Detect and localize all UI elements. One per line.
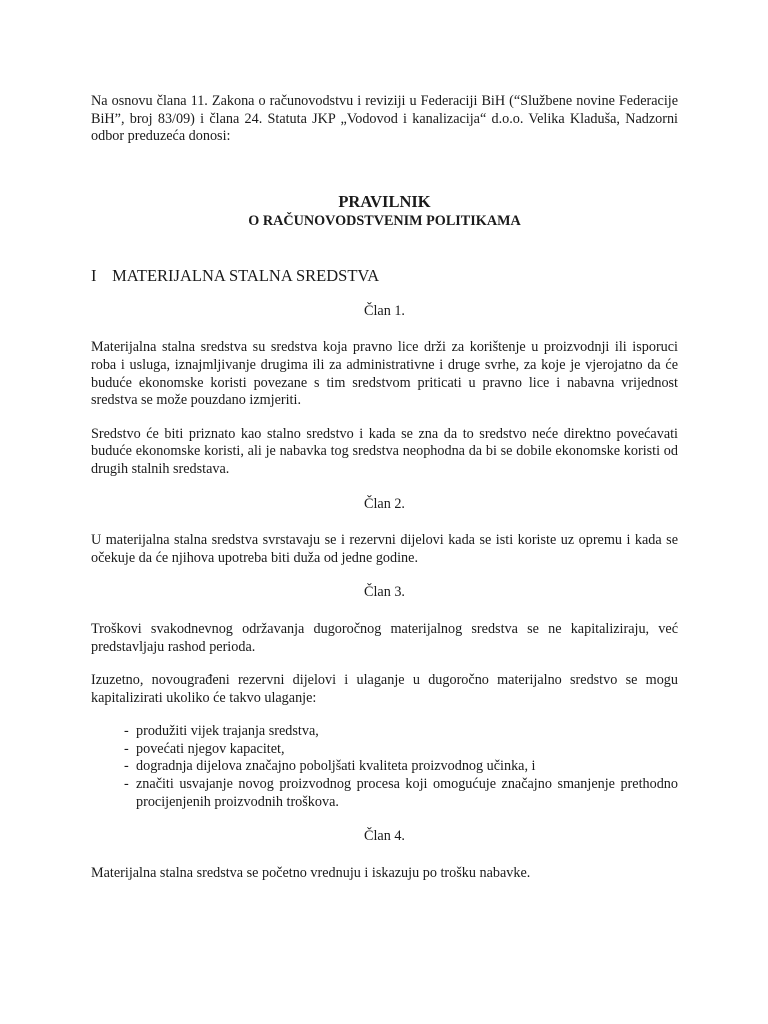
list-item: - povećati njegov kapacitet, [124, 741, 678, 759]
section-number: I [91, 265, 97, 285]
document-title: PRAVILNIK [338, 191, 431, 211]
clan-1-paragraph-2: Sredstvo će biti priznato kao stalno sredstvo i kada se zna da to sredstvo neće direktno povećavati buduće ekonomske koristi, ali je nabavka tog sredstva neophodna da bi se dobile ekonomske koristi od drugih stalnih sredstava. [91, 425, 678, 477]
intro-paragraph: Na osnovu člana 11. Zakona o računovodstvu i reviziji u Federaciji BiH (“Službene novine Federacije BiH”, broj 83/09) i člana 24. Statuta JKP „Vodovod i kanalizacija“ d.o.o. Velika Kladuša, Nadzorni odbor preduzeća donosi: [91, 93, 678, 145]
clan-3-paragraph-1: Troškovi svakodnevnog održavanja dugoročnog materijalnog sredstva se ne kapitaliziraju, već predstavljaju rashod perioda. [91, 620, 678, 655]
document-page [91, 93, 678, 882]
clan-1-paragraph-1: Materijalna stalna sredstva su sredstva koja pravno lice drži za korištenje u proizvodnji ili isporuci roba i usluga, iznajmljivanje drugima ili za administrativne i druge svrhe, za koje je vjerojatno da će buduće ekonomske koristi povezane s tim sredstvom priticati u pravno lice i nabavna vrijednost sredstva se može pouzdano izmjeriti. [91, 339, 678, 409]
clan-4-label: Član 4. [364, 828, 405, 845]
clan-4-paragraph-1: Materijalna stalna sredstva se početno vrednuju i iskazuju po trošku nabavke. [91, 864, 531, 881]
clan-2-label: Član 2. [364, 495, 405, 512]
list-item: - značiti usvajanje novog proizvodnog procesa koji omogućuje značajno smanjenje prethodno procijenjenih proizvodnih troškova. [124, 776, 678, 811]
section-title: MATERIJALNA STALNA SREDSTVA [112, 265, 380, 285]
section-heading [91, 266, 678, 286]
title-block [91, 192, 678, 231]
clan-3-paragraph-2: Izuzetno, novougrađeni rezervni dijelovi i ulaganje u dugoročno materijalno sredstvo se mogu kapitalizirati ukoliko će takvo ulaganje: [91, 672, 678, 706]
bullet-list [91, 723, 678, 811]
clan-2-paragraph-1: U materijalna stalna sredstva svrstavaju se i rezervni dijelovi kada se isti koriste uz opremu i kada se očekuje da će njihova upotreba biti duža od jedne godine. [91, 532, 678, 566]
clan-3-label: Član 3. [364, 584, 405, 601]
list-item: - dogradnja dijelova značajno poboljšati kvaliteta proizvodnog učinka, i [124, 758, 678, 776]
clan-1-label: Član 1. [364, 302, 405, 319]
document-subtitle: O RAČUNOVODSTVENIM POLITIKAMA [248, 212, 521, 229]
list-item: - produžiti vijek trajanja sredstva, [124, 723, 678, 741]
